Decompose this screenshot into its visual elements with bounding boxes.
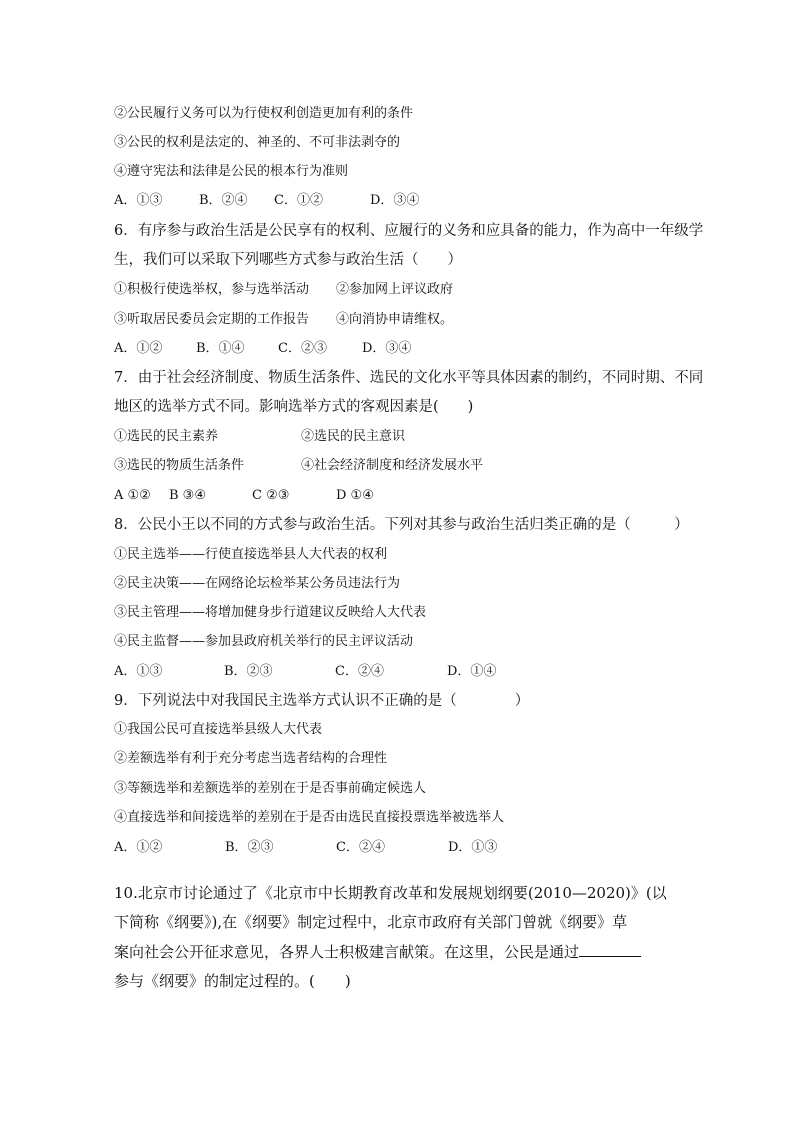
q8-item-1: ①民主选举——行使直接选举县人大代表的权利 [114,547,388,562]
q10-stem-line3-text: 案向社会公开征求意见，各界人士积极建言献策。在这里，公民是通过 [114,943,580,961]
q6-items-row2 [114,311,453,329]
q7-option-b: B ③④ [169,488,206,503]
q8-option-d: D．①④ [447,664,497,679]
q10-stem-line4: 参与《纲要》的制定过程的。( ) [114,972,351,990]
q9-option-c: C．②④ [336,840,385,855]
q6-item-3: ③听取居民委员会定期的工作报告 [114,312,310,327]
statement-4: ④遵守宪法和法律是公民的根本行为准则 [114,164,349,179]
q6-item-4: ④向消协申请维权。 [336,312,454,327]
q8-option-c: C．②④ [335,664,384,679]
q8-option-a: A．①③ [114,664,163,679]
q6-option-b: B．①④ [196,341,245,356]
q8-option-b: B．②③ [224,664,273,679]
q7-item-4: ④社会经济制度和经济发展水平 [301,458,484,473]
q5-option-b: B．②④ [199,193,248,208]
q7-items-row2 [114,457,483,475]
q7-item-2: ②选民的民主意识 [301,429,406,444]
q7-option-c: C ②③ [252,488,290,503]
q5-options [114,192,419,210]
q7-options [114,487,374,505]
answer-blank [579,942,641,957]
q8-item-4: ④民主监督——参加县政府机关举行的民主评议活动 [114,634,414,649]
q10-stem-line1: 10.北京市讨论通过了《北京市中长期教育改革和发展规划纲要(2010—2020)》(以 [114,884,667,902]
statement-3: ③公民的权利是法定的、神圣的、不可非法剥夺的 [114,135,401,150]
q9-item-2: ②差额选举有利于充分考虑当选者结构的合理性 [114,751,388,766]
q8-stem: 8．公民小王以不同的方式参与政治生活。下列对其参与政治生活归类正确的是（ ） [114,517,689,533]
q6-option-d: D．③④ [362,341,412,356]
q7-option-d: D ①④ [336,488,374,503]
q9-option-a: A．①② [114,840,163,855]
q10-stem-line2: 下简称《纲要》),在《纲要》制定过程中，北京市政府有关部门曾就《纲要》草 [114,913,628,931]
q7-item-3: ③选民的物质生活条件 [114,458,245,473]
q6-item-2: ②参加网上评议政府 [336,282,454,297]
q5-option-a: A．①③ [114,193,163,208]
q6-stem-line1: 6．有序参与政治生活是公民享有的权利、应履行的义务和应具备的能力，作为高中一年级学 [114,223,704,239]
q6-option-a: A．①② [114,341,163,356]
q5-option-c: C．①② [274,193,323,208]
q7-option-a: A ①② [114,488,151,503]
q6-options [114,340,411,358]
q9-stem: 9．下列说法中对我国民主选举方式认识不正确的是（ ） [114,693,530,709]
q6-stem-line2: 生，我们可以采取下列哪些方式参与政治生活（ ） [114,252,462,268]
q8-options [114,663,496,681]
q9-item-1: ①我国公民可直接选举县级人大代表 [114,722,323,737]
q10-stem-line3 [114,941,641,963]
q8-item-2: ②民主决策——在网络论坛检举某公务员违法行为 [114,576,401,591]
q8-item-3: ③民主管理——将增加健身步行道建议反映给人大代表 [114,605,427,620]
q6-items-row1 [114,281,453,299]
q9-options [114,839,497,857]
q9-option-b: B．②③ [225,840,274,855]
q6-item-1: ①积极行使选举权，参与选举活动 [114,282,310,297]
q5-option-d: D．③④ [370,193,420,208]
statement-2: ②公民履行义务可以为行使权利创造更加有利的条件 [114,106,414,121]
q7-stem-line2: 地区的选举方式不同。影响选举方式的客观因素是( ) [114,399,474,415]
q7-items-row1 [114,428,405,446]
q6-option-c: C．②③ [278,341,327,356]
q9-item-3: ③等额选举和差额选举的差别在于是否事前确定候选人 [114,781,427,796]
q7-stem-line1: 7．由于社会经济制度、物质生活条件、选民的文化水平等具体因素的制约，不同时期、不同 [114,370,704,386]
q9-item-4: ④直接选举和间接选举的差别在于是否由选民直接投票选举被选举人 [114,810,505,825]
q7-item-1: ①选民的民主素养 [114,429,219,444]
q9-option-d: D．①③ [448,840,498,855]
